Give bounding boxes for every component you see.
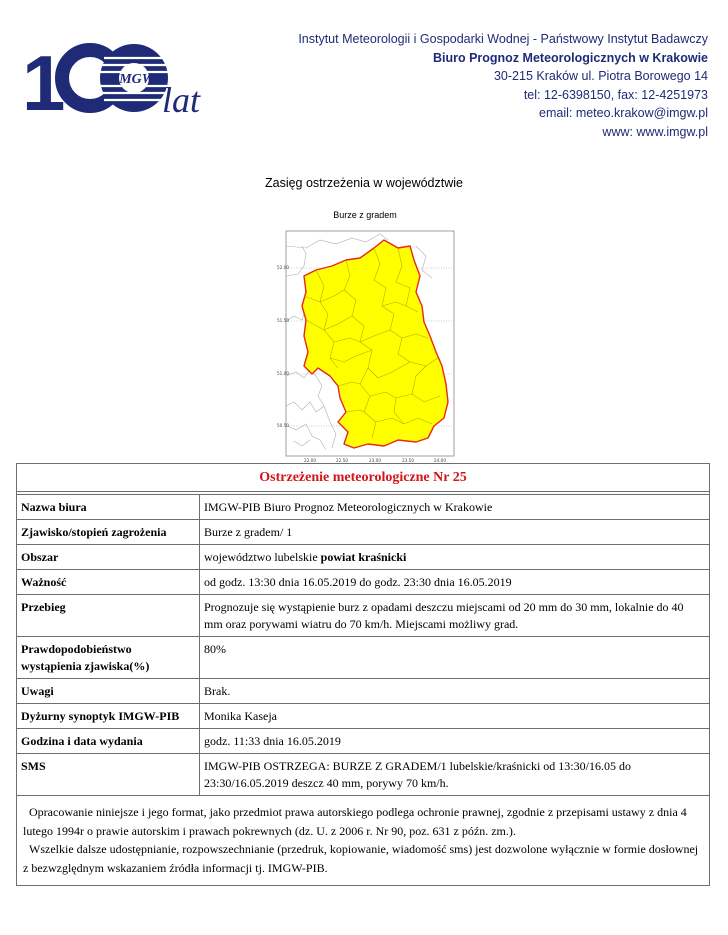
office-www[interactable]: www: www.imgw.pl <box>602 124 708 139</box>
row-value-course: Prognozuje się wystąpienie burz z opadami deszczu miejscami od 20 mm do 30 mm, lokalnie do 40 mm oraz porywami wiatru do 70 km/h. Miejscami możliwy grad. <box>200 595 710 637</box>
row-value-office: IMGW-PIB Biuro Prognoz Meteorologicznych w Krakowie <box>200 495 710 520</box>
row-value-probability: 80% <box>200 637 710 679</box>
area-voivodeship: województwo lubelskie <box>204 550 321 564</box>
map-title: Zasięg ostrzeżenia w województwie <box>264 176 463 190</box>
x-tick-label: 23.50 <box>402 458 414 463</box>
table-row <box>17 545 710 570</box>
row-label-sms: SMS <box>17 754 200 796</box>
logo-number: 1 <box>22 39 66 127</box>
x-tick-label: 22.50 <box>336 458 348 463</box>
institute-name: Instytut Meteorologii i Gospodarki Wodnej - Państwowy Instytut Badawczy <box>298 32 708 46</box>
table-row <box>17 704 710 729</box>
logo-script-text: lat <box>162 80 201 120</box>
table-row <box>17 754 710 796</box>
table-row <box>17 729 710 754</box>
row-label-synoptic: Dyżurny synoptyk IMGW-PIB <box>17 704 200 729</box>
table-row <box>17 679 710 704</box>
row-value-remarks: Brak. <box>200 679 710 704</box>
row-value-synoptic: Monika Kaseja <box>200 704 710 729</box>
institute-info <box>298 30 708 142</box>
office-phone: tel: 12-6398150, fax: 12-4251973 <box>523 87 708 102</box>
x-tick-label: 23.00 <box>369 458 381 463</box>
row-label-office: Nazwa biura <box>17 495 200 520</box>
row-label-area: Obszar <box>17 545 200 570</box>
row-value-validity: od godz. 13:30 dnia 16.05.2019 do godz. 23:30 dnia 16.05.2019 <box>200 570 710 595</box>
row-value-sms: IMGW-PIB OSTRZEGA: BURZE Z GRADEM/1 lubelskie/kraśnicki od 13:30/16.05 do 23:30/16.05.2019 deszcz 40 mm, porywy 70 km/h. <box>200 754 710 796</box>
row-value-phenomenon: Burze z gradem/ 1 <box>200 520 710 545</box>
y-tick-label: 51.50 <box>277 318 289 323</box>
office-name: Biuro Prognoz Meteorologicznych w Krakowie <box>432 50 708 65</box>
copyright-para-2: Wszelkie dalsze udostępnianie, rozpowszechnianie (przedruk, kopiowanie, wiadomość sms) jest dozwolone wyłącznie w formie dosłownej z bezwzględnym wskazaniem źródła informacji tj. IMGW-PIB. <box>23 842 699 875</box>
table-row <box>17 637 710 679</box>
warning-title: Ostrzeżenie meteorologiczne Nr 25 <box>17 464 710 492</box>
row-value-issued: godz. 11:33 dnia 16.05.2019 <box>200 729 710 754</box>
row-label-course: Przebieg <box>17 595 200 637</box>
area-district: powiat kraśnicki <box>320 550 407 564</box>
office-email[interactable]: email: meteo.krakow@imgw.pl <box>539 106 708 121</box>
map-caption: Burze z gradem <box>333 210 397 220</box>
logo-badge-icon <box>100 44 168 112</box>
copyright-para-1: Opracowanie niniejsze i jego format, jako przedmiot prawa autorskiego podlega ochronie prawnej, zgodnie z przepisami ustawy z dnia 4 lutego 1994r o prawie autorskim i prawach pokrewnych (dz. U. z 2006 r. Nr 90, poz. 631 z późn. zm.). <box>23 805 687 838</box>
row-value-area <box>200 545 710 570</box>
y-tick-label: 50.50 <box>277 423 289 428</box>
warning-table <box>16 463 710 886</box>
office-address: 30-215 Kraków ul. Piotra Borowego 14 <box>493 69 708 84</box>
y-tick-label: 51.00 <box>277 371 289 376</box>
row-label-remarks: Uwagi <box>17 679 200 704</box>
warning-region-map <box>276 226 456 466</box>
x-tick-label: 22.00 <box>304 458 316 463</box>
table-row <box>17 495 710 520</box>
row-label-validity: Ważność <box>17 570 200 595</box>
table-row <box>17 570 710 595</box>
imgw-100-lat-logo <box>22 38 222 128</box>
row-label-issued: Godzina i data wydania <box>17 729 200 754</box>
table-row <box>17 520 710 545</box>
y-tick-label: 52.00 <box>277 265 289 270</box>
warning-title-row <box>17 464 710 492</box>
row-label-probability: Prawdopodobieństwo wystąpienia zjawiska(%) <box>17 637 200 679</box>
copyright-notice <box>17 796 710 886</box>
logo-badge-text: IMGW <box>113 72 155 87</box>
row-label-phenomenon: Zjawisko/stopień zagrożenia <box>17 520 200 545</box>
x-tick-label: 24.00 <box>434 458 446 463</box>
table-row <box>17 595 710 637</box>
footer-row <box>17 796 710 886</box>
